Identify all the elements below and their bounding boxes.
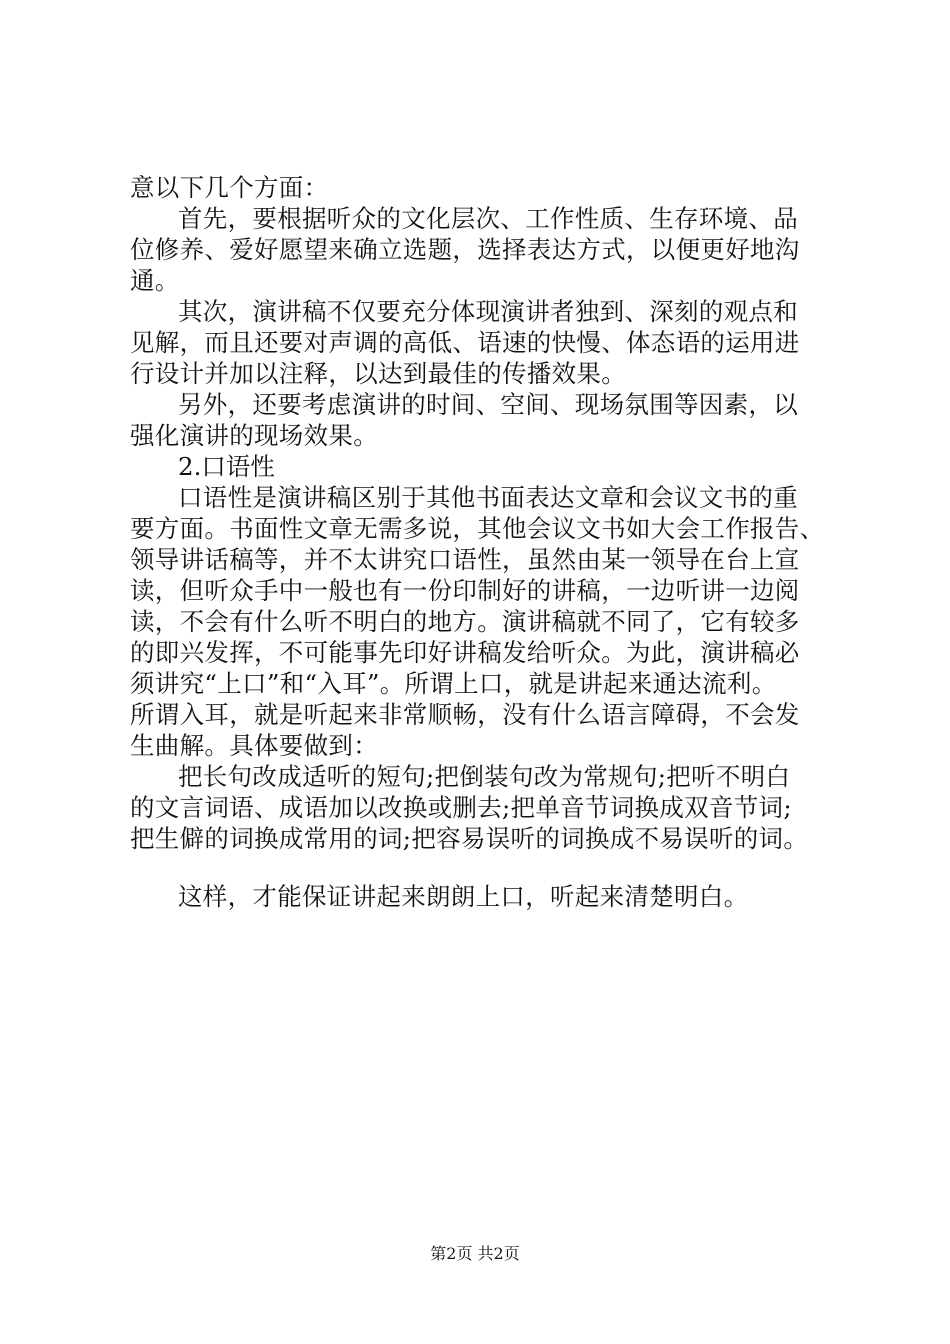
text-line: 生曲解。具体要做到： [130, 731, 378, 760]
text-line: 通。 [130, 266, 180, 295]
paragraph-first-line: 另外，还要考虑演讲的时间、空间、现场氛围等因素，以 [178, 390, 798, 419]
paragraph-first-line: 其次，演讲稿不仅要充分体现演讲者独到、深刻的观点和 [178, 297, 798, 326]
text-line: 须讲究“上口”和“入耳”。所谓上口，就是讲起来通达流利。 [130, 669, 777, 698]
page-number-footer: 第2页 共2页 [430, 1244, 520, 1263]
text-line: 的即兴发挥，不可能事先印好讲稿发给听众。为此，演讲稿必 [130, 638, 800, 667]
text-line: 要方面。书面性文章无需多说，其他会议文书如大会工作报告、 [130, 514, 825, 543]
paragraph-gap [130, 854, 830, 881]
text-line: 见解，而且还要对声调的高低、语速的快慢、体态语的运用进 [130, 328, 800, 357]
paragraph-first-line: 把长句改成适听的短句;把倒装句改为常规句;把听不明白 [178, 762, 791, 791]
text-line: 把生僻的词换成常用的词;把容易误听的词换成不易误听的词。 [130, 824, 809, 853]
text-line: 读，但听众手中一般也有一份印制好的讲稿，一边听讲一边阅 [130, 576, 800, 605]
text-line: 意以下几个方面： [130, 173, 329, 202]
text-line: 位修养、爱好愿望来确立选题，选择表达方式，以便更好地沟 [130, 235, 800, 264]
text-line: 领导讲话稿等，并不太讲究口语性，虽然由某一领导在台上宣 [130, 545, 800, 574]
text-line: 所谓入耳，就是听起来非常顺畅，没有什么语言障碍，不会发 [130, 700, 800, 729]
paragraph-first-line: 首先，要根据听众的文化层次、工作性质、生存环境、品 [178, 204, 798, 233]
section-heading: 2.口语性 [178, 452, 275, 481]
document-body [130, 172, 830, 912]
text-line: 强化演讲的现场效果。 [130, 421, 378, 450]
closing-line: 这样，才能保证讲起来朗朗上口，听起来清楚明白。 [178, 882, 749, 911]
text-line: 读，不会有什么听不明白的地方。演讲稿就不同了，它有较多 [130, 607, 800, 636]
text-line: 的文言词语、成语加以改换或删去;把单音节词换成双音节词; [130, 793, 792, 822]
paragraph-first-line: 口语性是演讲稿区别于其他书面表达文章和会议文书的重 [178, 483, 798, 512]
text-line: 行设计并加以注释，以达到最佳的传播效果。 [130, 359, 626, 388]
